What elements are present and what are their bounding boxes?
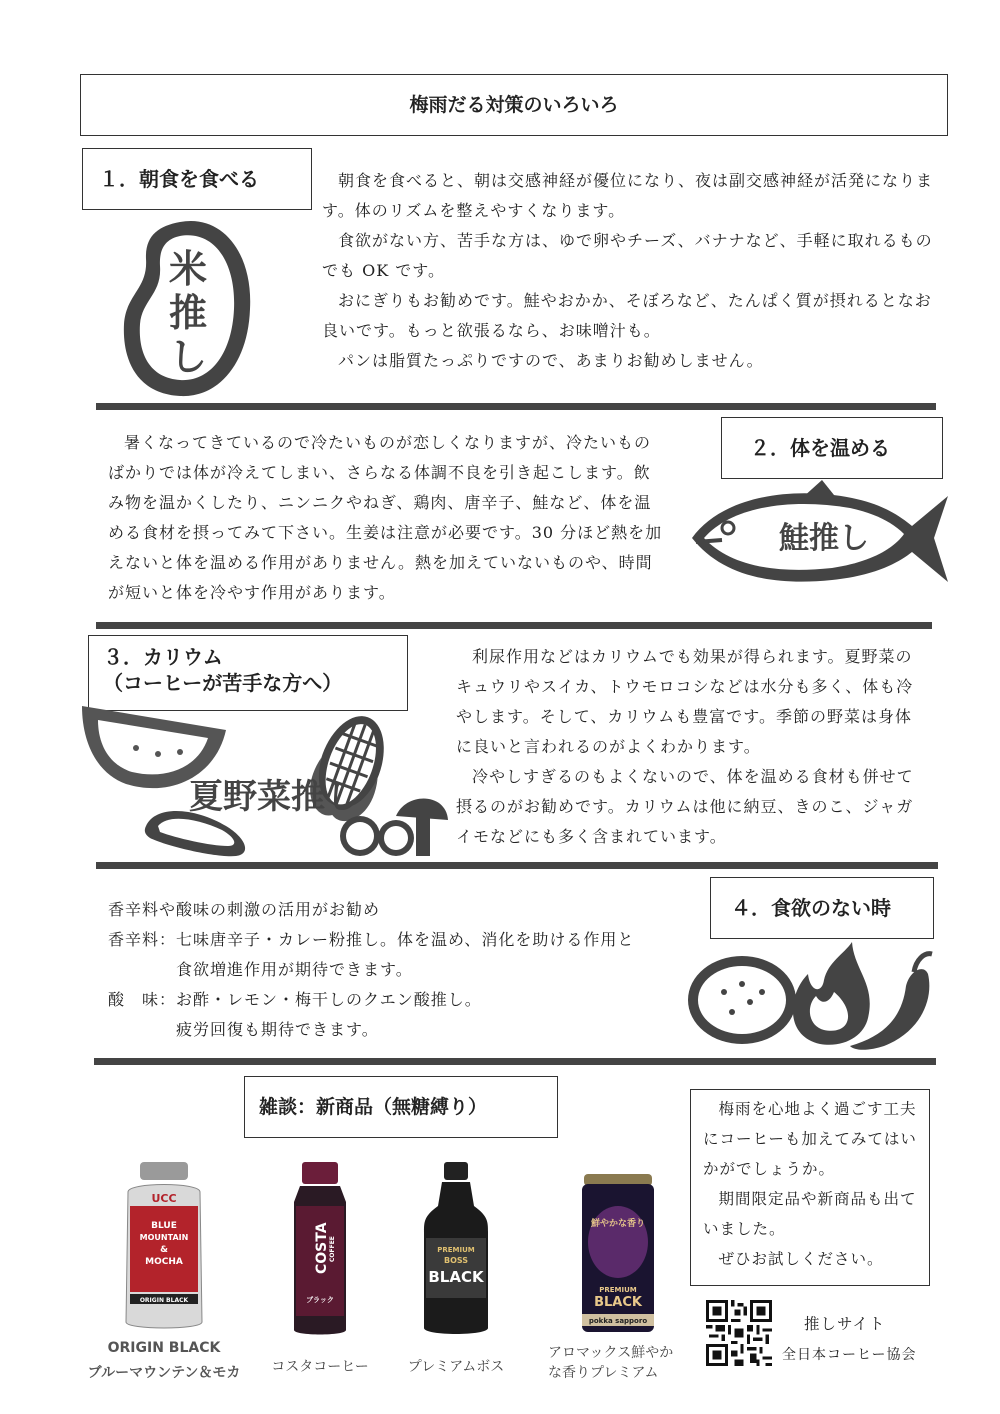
section1-heading: １．朝食を食べる [99,167,259,191]
summer-vegetables-icon [76,696,450,862]
section1-paragraph: 朝食を食べると、朝は交感神経が優位になり、夜は副交感神経が活発になります。体のリズムを整えやすくなります。 [322,171,934,220]
can-label: 鮮やかな香り [590,1219,646,1229]
section4-item-label: 酸 味： [108,990,177,1009]
section1-body [322,166,934,376]
section4-item [108,985,688,1045]
section3-paragraph: 利尿作用などはカリウムでも効果が得られます。夏野菜のキュウリやスイカ、トウモロコシなどは水分も多く、体も冷やします。そして、カリウムも豊富です。季節の野菜は身体に良いと言われるのがよくわかります。 [456,647,914,756]
rice-grain-icon [118,214,258,400]
section2-paragraph: 暑くなってきているので冷たいものが恋しくなりますが、冷たいものばかりでは体が冷えてしまい、さらなる体調不良を引き起こします。飲み物を温かくしたり、ニンニクやねぎ、鶏肉、唐辛子、鮭など、体を温める食材を摂ってみて下さい。生姜は注意が必要です。30 分ほど熱を加えないと体を温める作用がありません。熱を加えていないものや、時間が短いと体を冷やす作用があります。 [108,433,663,602]
section3-paragraph: 冷やしすぎるのもよくないので、体を温める食材も併せて摂るのがお勧めです。カリウムは他に納豆、きのこ、ジャガイモなどにも多く含まれています。 [456,767,914,846]
section5-heading: 雑談：新商品（無糖縛り） [259,1096,488,1118]
section4-item-text: 七味唐辛子・カレー粉推し。体を温め、消化を助ける作用と [176,930,635,949]
note-paragraph: ぜひお試しください。 [718,1250,884,1268]
section4-heading-box [710,877,934,939]
can-label: ブラック [306,1296,334,1304]
section3-badge: 夏野菜推し [189,777,359,817]
can-label: UCC [151,1192,177,1205]
section2-body [108,428,664,608]
can-label: ORIGIN BLACK [139,1297,189,1304]
can-label: PREMIUM [599,1286,637,1294]
section4-heading: ４．食欲のない時 [731,896,891,920]
section3-body [456,642,926,852]
can-label: MOUNTAIN [139,1233,189,1242]
boss-bottle-image [416,1162,496,1338]
aromax-can-image [578,1174,658,1336]
note-paragraph: 期間限定品や新商品も出ていました。 [703,1190,917,1238]
can-label: pokka sapporo [588,1317,648,1325]
site-organization[interactable]: 全日本コーヒー協会 [782,1347,917,1363]
product-caption: ブルーマウンテン＆モカ [87,1365,241,1381]
qr-code-icon[interactable] [706,1300,772,1366]
can-label: & [160,1245,168,1255]
can-label: BLUE [151,1221,177,1231]
can-label: MOCHA [145,1257,183,1267]
product-caption: プレミアムボス [407,1359,505,1375]
page-title: 梅雨だる対策のいろいろ [409,94,619,116]
section2-heading: ２．体を温める [750,436,890,460]
section1-badge: 米 [168,247,208,291]
section1-paragraph: 食欲がない方、苦手な方は、ゆで卵やチーズ、バナナなど、手軽に取れるものでも OK です。 [322,231,933,280]
ucc-can-image [118,1162,210,1334]
costa-bottle-image [284,1162,356,1338]
section4-item-text: お酢・レモン・梅干しのクエン酸推し。 [176,990,482,1009]
divider [94,1058,936,1065]
lemon-and-chili-icon [684,940,934,1052]
can-label: PREMIUM [437,1246,475,1254]
section4-item-text: 疲労回復も期待できます。 [176,1020,379,1039]
product-caption: な香りプレミアム [548,1365,659,1381]
section1-badge-3: し [168,335,208,379]
divider [96,862,938,869]
product-caption: コスタコーヒー [271,1359,369,1375]
section4-item-text: 食欲増進作用が期待できます。 [176,960,413,979]
can-label: BOSS [443,1256,469,1265]
product-caption: アロマックス鮮やか [548,1345,674,1361]
section1-paragraph: おにぎりもお勧めです。鮭やおかか、そぼろなど、たんぱく質が摂れるとなお良いです。もっと欲張るなら、お味噌汁も。 [322,291,932,340]
can-label: BLACK [594,1295,642,1310]
title-box [80,74,948,136]
can-label: BLACK [428,1268,484,1286]
section1-badge-2: 推 [168,291,208,335]
section3-heading: ３．カリウム [103,645,223,669]
section4-item-label: 香辛料： [108,930,177,949]
note-box [690,1089,930,1286]
divider [96,403,936,410]
product-caption: ORIGIN BLACK [107,1340,221,1356]
section2-badge: 鮭推し [779,521,869,556]
divider [96,622,932,629]
section1-paragraph: パンは脂質たっぷりですので、あまりお勧めしません。 [338,351,764,370]
site-label: 推しサイト [804,1315,886,1333]
section5-heading-box [244,1076,558,1138]
note-paragraph: 梅雨を心地よく過ごす工夫にコーヒーも加えてみてはいかがでしょうか。 [703,1100,917,1178]
section4-intro: 香辛料や酸味の刺激の活用がお勧め [108,900,381,919]
salmon-icon [682,476,956,594]
section4-item [108,925,688,985]
can-label: COFFEE [329,1236,336,1262]
section1-heading-box [82,148,312,210]
can-label: COSTA [314,1222,330,1274]
section4-body [108,895,688,1045]
section3-heading-sub: （コーヒーが苦手な方へ） [103,671,343,695]
section2-heading-box [721,417,943,479]
